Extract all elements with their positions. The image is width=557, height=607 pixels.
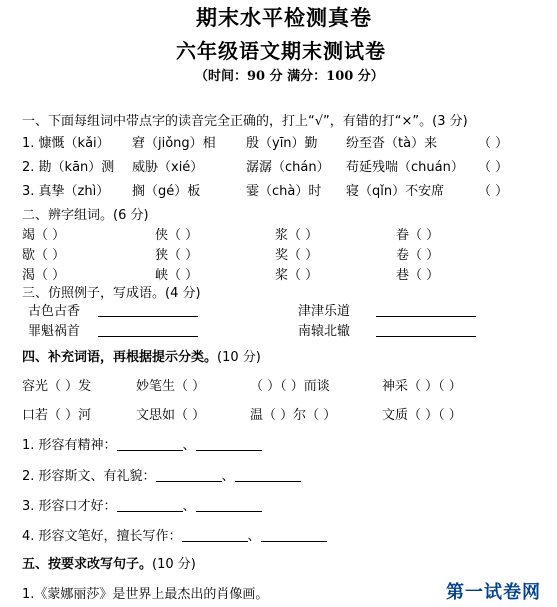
answer-blank[interactable]	[261, 528, 327, 542]
idiom-text: 津津乐道	[298, 304, 351, 319]
pinyin-item: 威胁（xié）	[132, 160, 204, 175]
pinyin-item: 3. 真挚（zhì）	[22, 184, 110, 199]
idiom-example	[28, 300, 198, 319]
word-blank[interactable]: 巷（ ）	[396, 268, 440, 283]
pinyin-item: 潺潺（chán）	[246, 160, 330, 175]
fill-item[interactable]: 妙笔生（ ）	[136, 379, 206, 394]
site-watermark: 第一试卷网	[446, 582, 541, 603]
separator: 、	[247, 529, 261, 544]
separator: 、	[182, 499, 196, 514]
section5-points: (10 分)	[152, 557, 196, 572]
prompt-text: 1. 形容有精神：	[22, 438, 117, 453]
answer-paren[interactable]: （ ）	[478, 160, 509, 175]
fill-item[interactable]: 口若（ ）河	[22, 408, 92, 423]
word-blank[interactable]: 奖（ ）	[275, 248, 319, 263]
category-prompt	[22, 525, 327, 544]
separator: 、	[182, 438, 196, 453]
exam-info: （时间：90 分 满分：100 分）	[195, 69, 384, 84]
section3-heading: 三、仿照例子，写成语。(4 分)	[22, 286, 201, 301]
fill-item[interactable]: 容光（ ）发	[22, 379, 92, 394]
pinyin-item: 霎（chà）时	[246, 184, 322, 199]
word-blank[interactable]: 眷（ ）	[396, 228, 440, 243]
answer-blank[interactable]	[376, 303, 476, 317]
category-prompt	[22, 495, 262, 514]
answer-paren[interactable]: （ ）	[478, 136, 509, 151]
pinyin-item: 1. 慷慨（kǎi）	[22, 136, 110, 151]
answer-blank[interactable]	[98, 303, 198, 317]
word-blank[interactable]: 狭（ ）	[155, 248, 199, 263]
fill-item[interactable]: 温（ ）尔（ ）	[250, 408, 337, 423]
word-blank[interactable]: 峡（ ）	[155, 268, 199, 283]
fill-item[interactable]: （ ）（ ）而谈	[250, 379, 330, 394]
pinyin-item: 纷至沓（tà）来	[346, 136, 438, 151]
prompt-text: 3. 形容口才好：	[22, 499, 117, 514]
fill-item[interactable]: 文质（ ）（ ）	[382, 408, 462, 423]
pinyin-item: 苟延残喘（chuán）	[346, 160, 464, 175]
prompt-text: 2. 形容斯文、有礼貌：	[22, 469, 156, 484]
idiom-text: 罪魁祸首	[28, 324, 81, 339]
pinyin-item: 寝（qǐn）不安席	[346, 184, 445, 199]
section4-points: (10 分)	[217, 350, 261, 365]
word-blank[interactable]: 竭（ ）	[22, 228, 66, 243]
answer-blank[interactable]	[117, 498, 183, 512]
section5-title: 五、按要求改写句子。	[22, 557, 153, 572]
answer-paren[interactable]: （ ）	[478, 184, 509, 199]
word-blank[interactable]: 歇（ ）	[22, 248, 66, 263]
answer-blank[interactable]	[182, 528, 248, 542]
answer-blank[interactable]	[156, 468, 222, 482]
answer-blank[interactable]	[117, 437, 183, 451]
word-blank[interactable]: 渴（ ）	[22, 268, 66, 283]
fill-item[interactable]: 神采（ ）（ ）	[382, 379, 462, 394]
idiom-text: 南辕北辙	[298, 324, 351, 339]
section2-heading: 二、辨字组词。(6 分)	[22, 208, 149, 223]
exam-title: 期末水平检测真卷	[196, 5, 372, 30]
pinyin-item: 搁（gé）板	[132, 184, 201, 199]
category-prompt	[22, 434, 262, 453]
exam-subtitle: 六年级语文期末测试卷	[176, 39, 386, 63]
answer-blank[interactable]	[196, 498, 262, 512]
section4-title: 四、补充词语，再根据提示分类。	[22, 350, 218, 365]
fill-item[interactable]: 文思如（ ）	[136, 408, 206, 423]
pinyin-item: 2. 勘（kān）测	[22, 160, 115, 175]
word-blank[interactable]: 卷（ ）	[396, 248, 440, 263]
section4-heading	[22, 346, 261, 365]
prompt-text: 4. 形容文笔好，擅长写作：	[22, 529, 182, 544]
separator: 、	[221, 469, 235, 484]
idiom-example	[298, 320, 476, 339]
answer-blank[interactable]	[376, 323, 476, 337]
section5-heading	[22, 553, 196, 572]
section1-heading: 一、下面每组词中带点字的读音完全正确的，打上“√”，有错的打“×”。(3 分)	[22, 114, 468, 129]
category-prompt	[22, 465, 301, 484]
idiom-example	[298, 300, 476, 319]
answer-blank[interactable]	[235, 468, 301, 482]
pinyin-item: 殷（yīn）勤	[246, 136, 318, 151]
sentence-item: 1.《蒙娜丽莎》是世界上最杰出的肖像画。	[22, 587, 269, 602]
pinyin-item: 窘（jiǒng）相	[132, 136, 216, 151]
word-blank[interactable]: 侠（ ）	[155, 228, 199, 243]
idiom-example	[28, 320, 198, 339]
answer-blank[interactable]	[98, 323, 198, 337]
word-blank[interactable]: 浆（ ）	[275, 228, 319, 243]
idiom-text: 古色古香	[28, 304, 81, 319]
answer-blank[interactable]	[196, 437, 262, 451]
word-blank[interactable]: 桨（ ）	[275, 268, 319, 283]
